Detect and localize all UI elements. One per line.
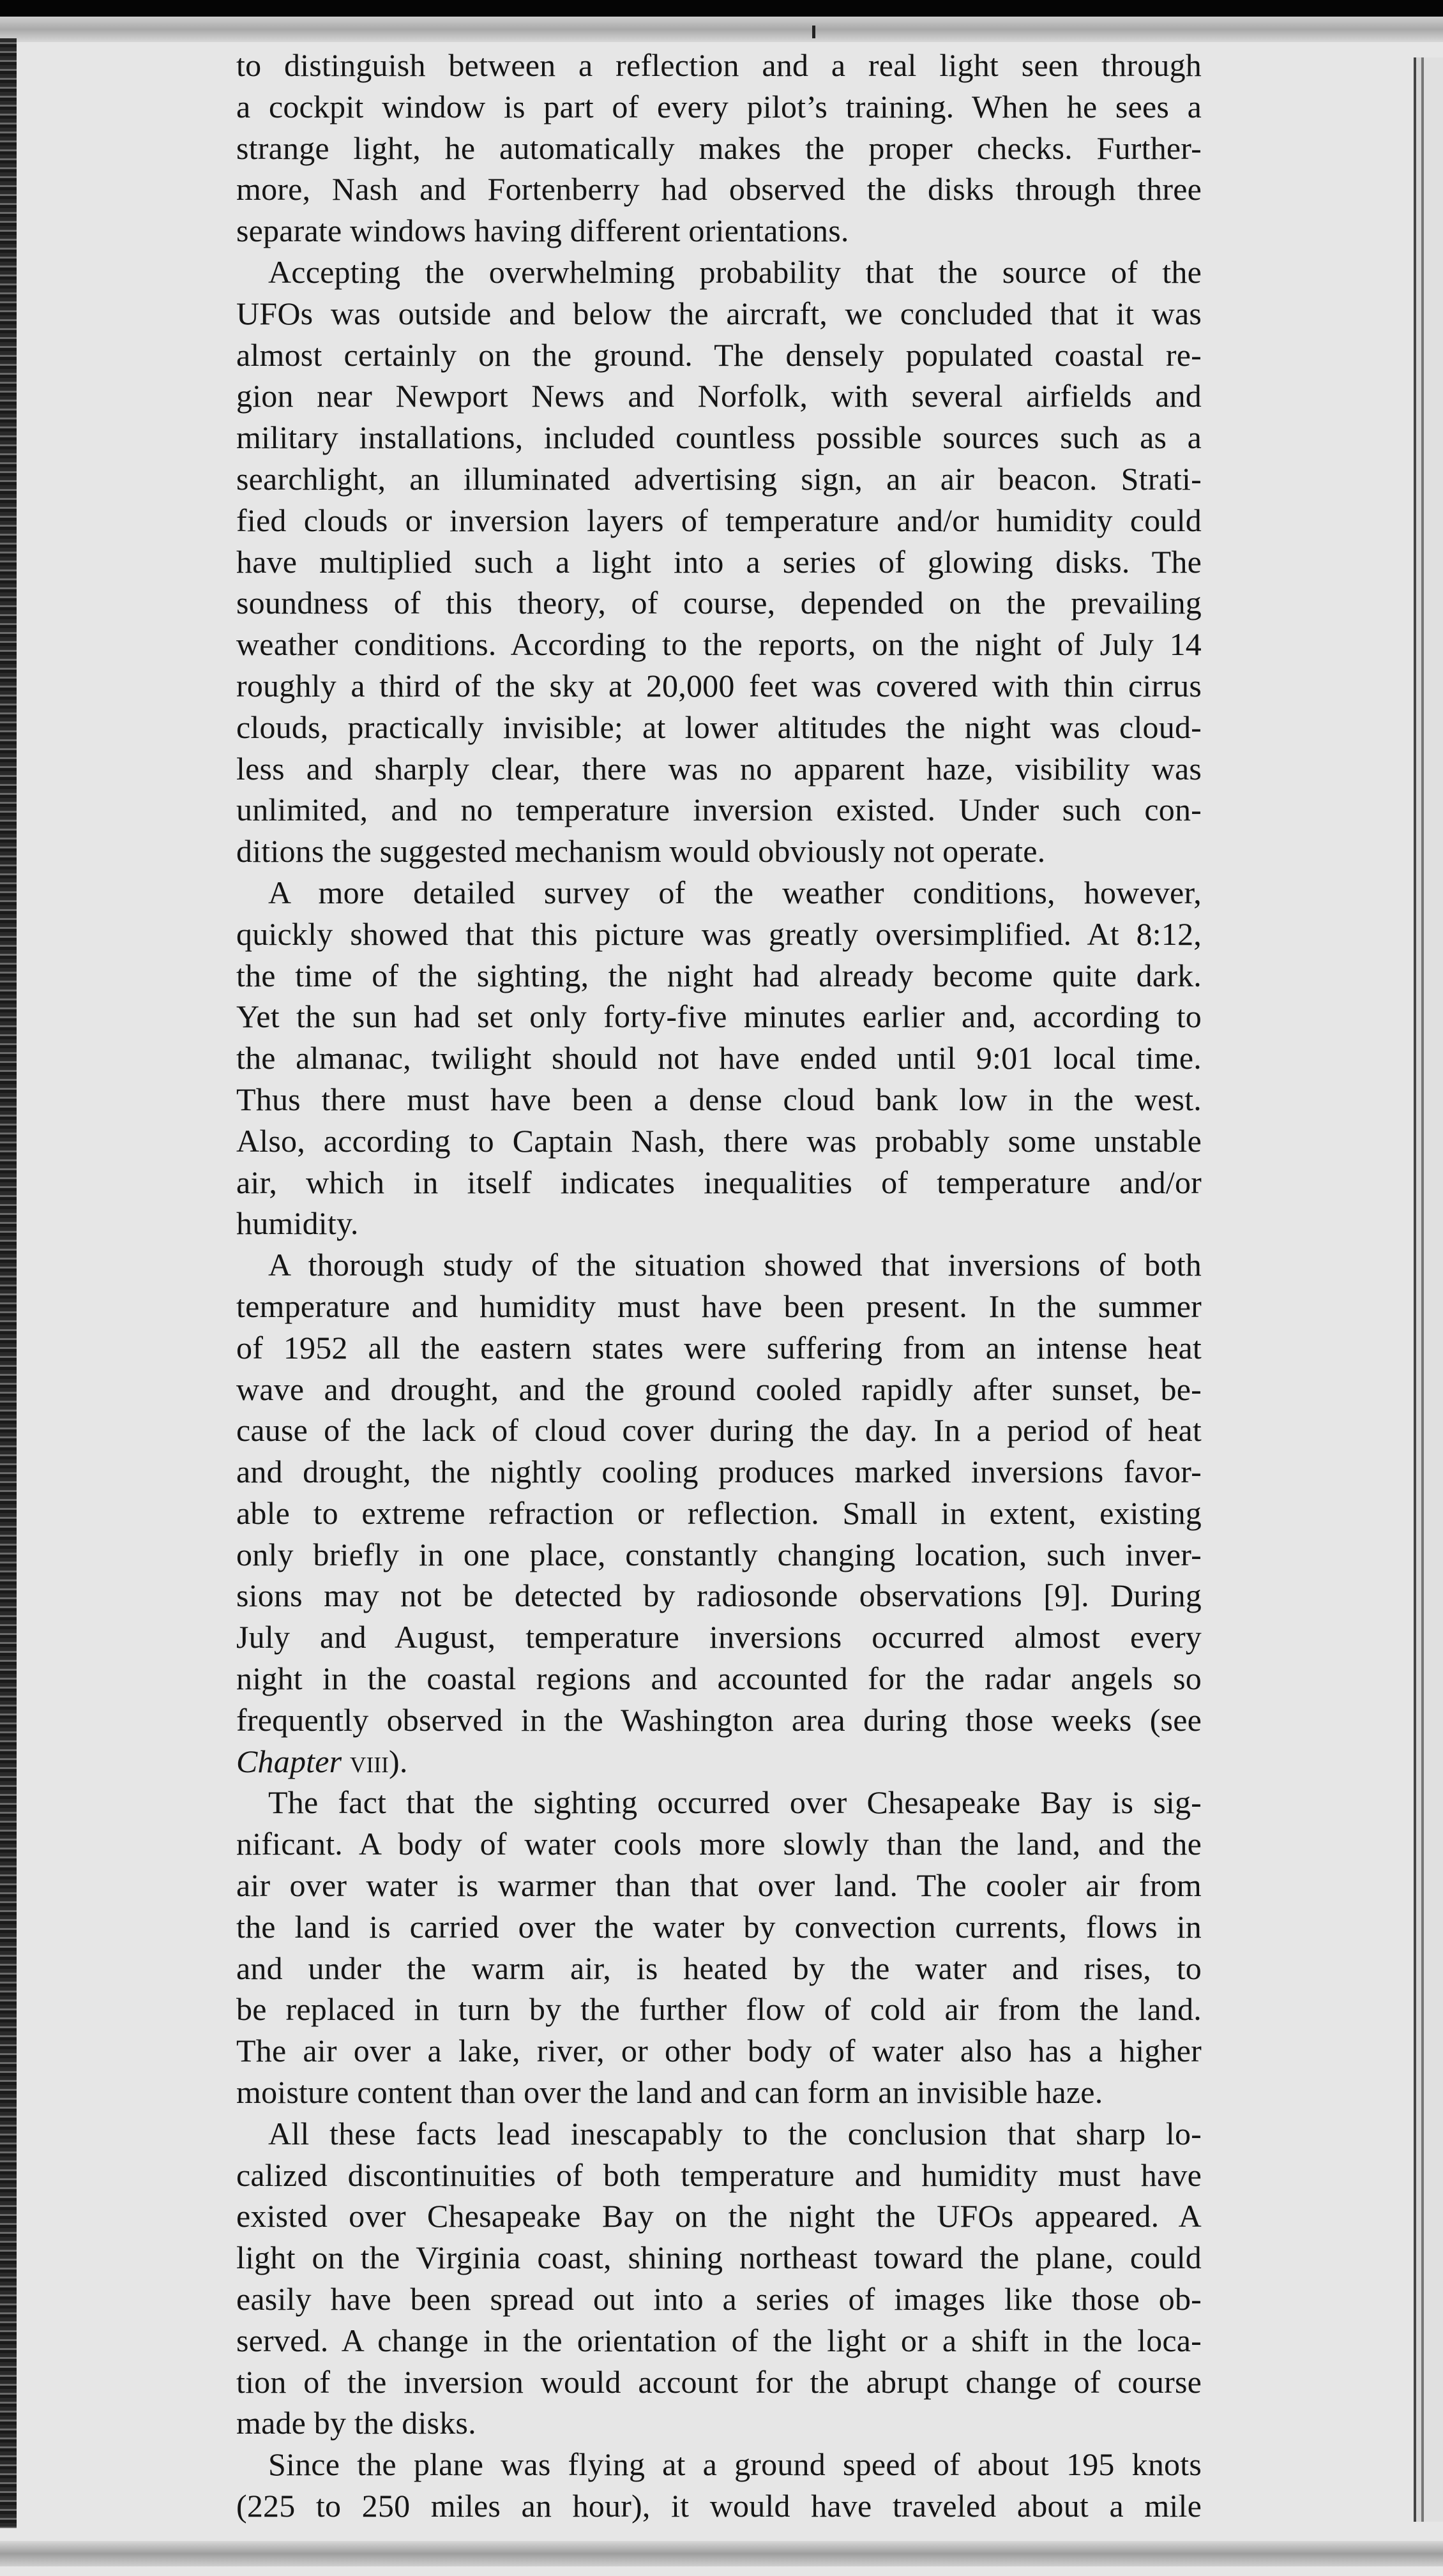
text-line: (225 to 250 miles an hour), it would have traveled about a mile	[236, 2488, 1202, 2524]
paragraph	[236, 2444, 1202, 2527]
text-line: only briefly in one place, constantly changing location, such inver-	[236, 1536, 1202, 1572]
text-line: frequently observed in the Washington area during those weeks (see	[236, 1701, 1202, 1738]
scan-left-edge	[0, 38, 17, 2528]
text-line: A thorough study of the situation showed that inversions of both	[268, 1247, 1202, 1283]
page-fold-shadow-bottom	[0, 2541, 1443, 2566]
text-line: searchlight, an illuminated advertising sign, an air beacon. Strati-	[236, 460, 1202, 497]
text-line: wave and drought, and the ground cooled rapidly after sunset, be-	[236, 1371, 1202, 1407]
text-line: fied clouds or inversion layers of temperature and/or humidity could	[236, 502, 1202, 538]
text-line: more, Nash and Fortenberry had observed the disks through three	[236, 171, 1202, 207]
text-line: cause of the lack of cloud cover during the day. In a period of heat	[236, 1412, 1202, 1449]
text-line: air, which in itself indicates inequalities of temperature and/or	[236, 1164, 1202, 1200]
text-line: All these facts lead inescapably to the conclusion that sharp lo-	[268, 2115, 1202, 2151]
text-line: Yet the sun had set only forty-five minutes earlier and, according to	[236, 998, 1202, 1035]
text-line: be replaced in turn by the further flow of cold air from the land.	[236, 1991, 1202, 2028]
text-line: and under the warm air, is heated by the water and rises, to	[236, 1950, 1202, 1986]
text-line: The air over a lake, river, or other body of water also has a higher	[236, 2033, 1202, 2069]
text-line: easily have been spread out into a series of images like those ob-	[236, 2281, 1202, 2317]
text-line: clouds, practically invisible; at lower altitudes the night was cloud-	[236, 709, 1202, 745]
text-line: humidity.	[236, 1205, 359, 1242]
text-line: roughly a third of the sky at 20,000 feet was covered with thin cirrus	[236, 667, 1202, 704]
text-line: sions may not be detected by radiosonde observations [9]. During	[236, 1578, 1202, 1614]
text-line: of 1952 all the eastern states were suffering from an intense heat	[236, 1329, 1202, 1366]
text-line: soundness of this theory, of course, depended on the prevailing	[236, 585, 1202, 621]
text-line: strange light, he automatically makes the proper checks. Further-	[236, 130, 1202, 166]
text-line: quickly showed that this picture was greatly oversimplified. At 8:12,	[236, 915, 1202, 952]
text-line: and drought, the nightly cooling produces marked inversions favor-	[236, 1454, 1202, 1490]
text-line: Accepting the overwhelming probability that the source of the	[268, 253, 1202, 290]
text-segment: ).	[389, 1743, 408, 1779]
scan-top-border	[0, 0, 1443, 17]
page-fold-shadow-top	[0, 17, 1443, 42]
text-line: have multiplied such a light into a series of glowing disks. The	[236, 543, 1202, 580]
text-line: July and August, temperature inversions occurred almost every	[236, 1619, 1202, 1655]
paragraph	[236, 252, 1202, 872]
text-line: Also, according to Captain Nash, there was probably some unstable	[236, 1122, 1202, 1159]
paragraph	[236, 1244, 1202, 1782]
scan-right-edge	[1414, 57, 1443, 2522]
text-line: military installations, included countless possible sources such as a	[236, 419, 1202, 456]
paragraph	[236, 1782, 1202, 2113]
text-line: tion of the inversion would account for the abrupt change of course	[236, 2363, 1202, 2400]
text-line: moisture content than over the land and can form an invisible haze.	[236, 2074, 1103, 2111]
text-line: almost certainly on the ground. The densely populated coastal re-	[236, 336, 1202, 373]
text-line: made by the disks.	[236, 2405, 476, 2441]
text-line: to distinguish between a reflection and a real light seen through	[236, 47, 1202, 83]
text-line: calized discontinuities of both temperature and humidity must have	[236, 2157, 1202, 2193]
page-body-text	[236, 45, 1202, 2527]
text-line: Since the plane was flying at a ground speed of about 195 knots	[268, 2446, 1202, 2483]
text-line: air over water is warmer than that over land. The cooler air from	[236, 1867, 1202, 1904]
text-line: existed over Chesapeake Bay on the night the UFOs appeared. A	[236, 2198, 1202, 2234]
text-line: weather conditions. According to the reports, on the night of July 14	[236, 626, 1202, 663]
text-line: ditions the suggested mechanism would obviously not operate.	[236, 833, 1046, 870]
paragraph	[236, 872, 1202, 1244]
text-line: the almanac, twilight should not have ended until 9:01 local time.	[236, 1040, 1202, 1076]
text-line: UFOs was outside and below the aircraft, we concluded that it was	[236, 295, 1202, 331]
text-line: A more detailed survey of the weather conditions, however,	[268, 874, 1202, 910]
text-line: Thus there must have been a dense cloud bank low in the west.	[236, 1081, 1202, 1117]
scan-mark	[812, 26, 815, 38]
text-segment: viii	[350, 1743, 389, 1779]
text-line: served. A change in the orientation of the light or a shift in the loca-	[236, 2322, 1202, 2358]
text-line: night in the coastal regions and accounted for the radar angels so	[236, 1661, 1202, 1697]
text-line: unlimited, and no temperature inversion existed. Under such con-	[236, 792, 1202, 828]
paragraph	[236, 45, 1202, 252]
text-line	[236, 1741, 1202, 1782]
text-line: able to extreme refraction or reflection. Small in extent, existing	[236, 1495, 1202, 1531]
paragraph	[236, 2113, 1202, 2444]
text-line: light on the Virginia coast, shining northeast toward the plane, could	[236, 2240, 1202, 2276]
text-line: less and sharply clear, there was no apparent haze, visibility was	[236, 750, 1202, 787]
text-line: separate windows having different orientations.	[236, 213, 849, 249]
text-segment	[342, 1744, 350, 1779]
text-line: nificant. A body of water cools more slowly than the land, and the	[236, 1826, 1202, 1862]
text-line: The fact that the sighting occurred over Chesapeake Bay is sig-	[268, 1784, 1202, 1821]
text-line: a cockpit window is part of every pilot’s training. When he sees a	[236, 88, 1202, 124]
text-line: gion near Newport News and Norfolk, with several airfields and	[236, 378, 1202, 414]
text-line: the time of the sighting, the night had already become quite dark.	[236, 957, 1202, 993]
text-line: temperature and humidity must have been present. In the summer	[236, 1288, 1202, 1324]
text-segment: Chapter	[236, 1743, 342, 1779]
text-line: the land is carried over the water by convection currents, flows in	[236, 1908, 1202, 1945]
